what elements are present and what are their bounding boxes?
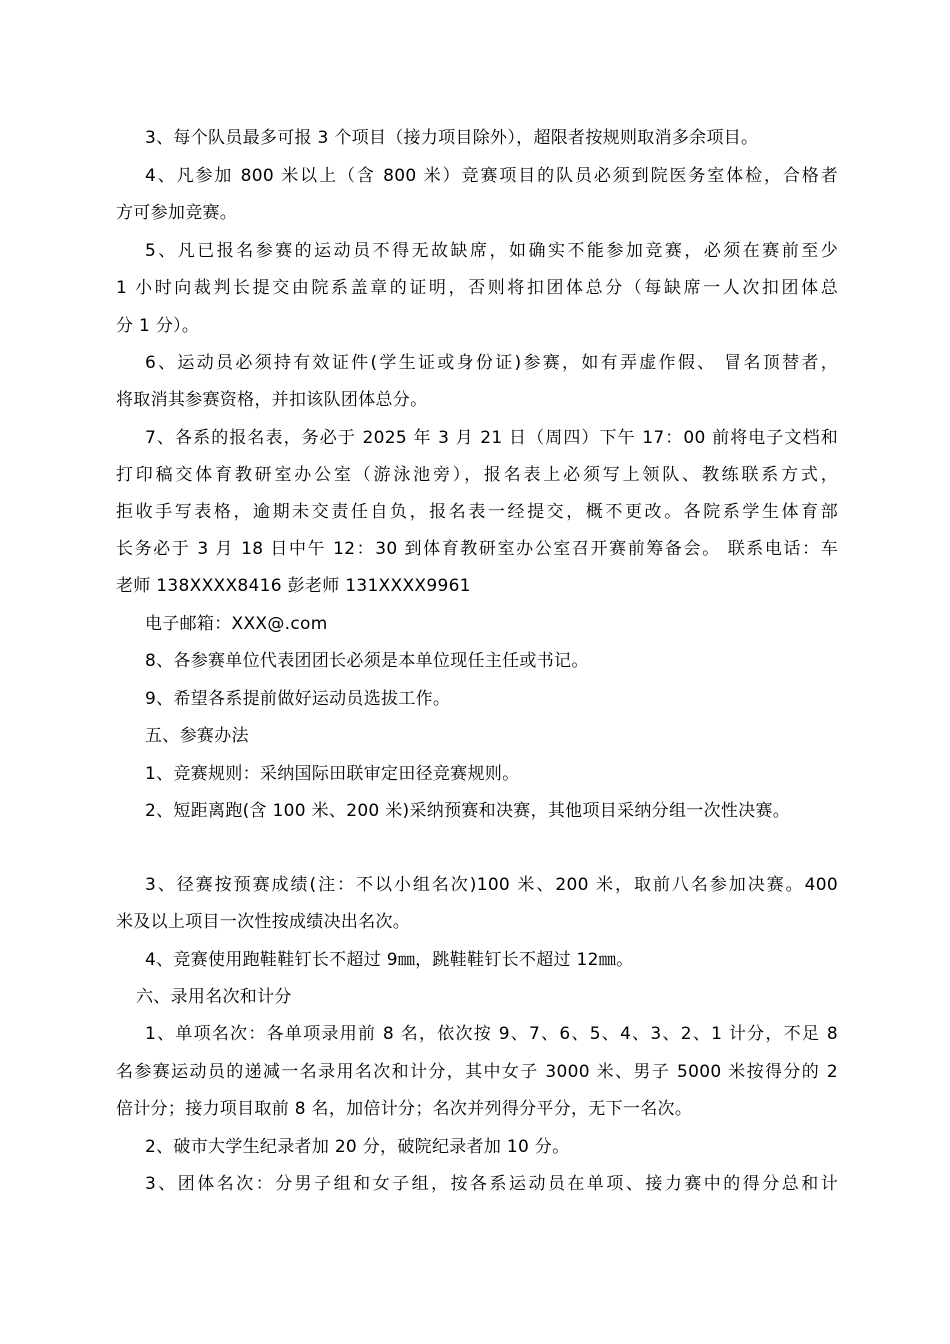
paragraph-line: 3、每个队员最多可报 3 个项目（接力项目除外），超限者按规则取消多余项目。 (145, 128, 759, 148)
paragraph-line: 米及以上项目一次性按成绩决出名次。 (116, 912, 411, 932)
paragraph-line: 1、竞赛规则：采纳国际田联审定田径竞赛规则。 (145, 764, 520, 784)
paragraph-line: 分 1 分）。 (116, 316, 200, 336)
paragraph-line: 1、单项名次：各单项录用前 8 名，依次按 9、7、6、5、4、3、2、1 计分，不足 8 (145, 1024, 838, 1044)
paragraph-line: 9、希望各系提前做好运动员选拔工作。 (145, 689, 451, 709)
paragraph-line: 3、径赛按预赛成绩(注：不以小组名次)100 米、200 米，取前八名参加决赛。400 (145, 875, 838, 895)
paragraph-line: 老师 138XXXX8416 彭老师 131XXXX9961 (116, 576, 471, 596)
paragraph-line: 2、破市大学生纪录者加 20 分，破院纪录者加 10 分。 (145, 1137, 570, 1157)
paragraph-line: 长务必于 3 月 18 日中午 12：30 到体育教研室办公室召开赛前筹备会。 联系电话：车 (116, 539, 838, 559)
section-heading: 五、参赛办法 (145, 726, 249, 746)
paragraph-line: 4、竞赛使用跑鞋鞋钉长不超过 9㎜，跳鞋鞋钉长不超过 12㎜。 (145, 950, 634, 970)
paragraph-line: 8、各参赛单位代表团团长必须是本单位现任主任或书记。 (145, 651, 589, 671)
paragraph-line: 4、凡参加 800 米以上（含 800 米）竞赛项目的队员必须到院医务室体检，合格者 (145, 166, 838, 186)
section-heading: 六、录用名次和计分 (136, 987, 292, 1007)
paragraph-line: 将取消其参赛资格，并扣该队团体总分。 (116, 390, 428, 410)
paragraph-line: 方可参加竞赛。 (116, 203, 238, 223)
paragraph-line: 3、团体名次：分男子组和女子组，按各系运动员在单项、接力赛中的得分总和计 (145, 1174, 838, 1194)
paragraph-line: 2、短距离跑(含 100 米、200 米)采纳预赛和决赛，其他项目采纳分组一次性决赛。 (145, 801, 791, 821)
paragraph-line: 名参赛运动员的递减一名录用名次和计分，其中女子 3000 米、男子 5000 米按得分的 2 (116, 1062, 838, 1082)
paragraph-line: 6、运动员必须持有效证件(学生证或身份证)参赛，如有弄虚作假、 冒名顶替者， (145, 353, 838, 373)
paragraph-line: 拒收手写表格，逾期未交责任自负，报名表一经提交，概不更改。各院系学生体育部 (116, 502, 838, 522)
paragraph-line: 打印稿交体育教研室办公室（游泳池旁），报名表上必须写上领队、教练联系方式， (116, 465, 838, 485)
paragraph-line: 倍计分；接力项目取前 8 名，加倍计分；名次并列得分平分，无下一名次。 (116, 1099, 693, 1119)
paragraph-line: 5、凡已报名参赛的运动员不得无故缺席，如确实不能参加竞赛，必须在赛前至少 (145, 241, 838, 261)
email-line: 电子邮箱：XXX@.com (145, 614, 328, 634)
paragraph-line: 7、各系的报名表，务必于 2025 年 3 月 21 日（周四）下午 17：00 前将电子文档和 (145, 428, 838, 448)
paragraph-line: 1 小时向裁判长提交由院系盖章的证明，否则将扣团体总分（每缺席一人次扣团体总 (116, 278, 838, 298)
